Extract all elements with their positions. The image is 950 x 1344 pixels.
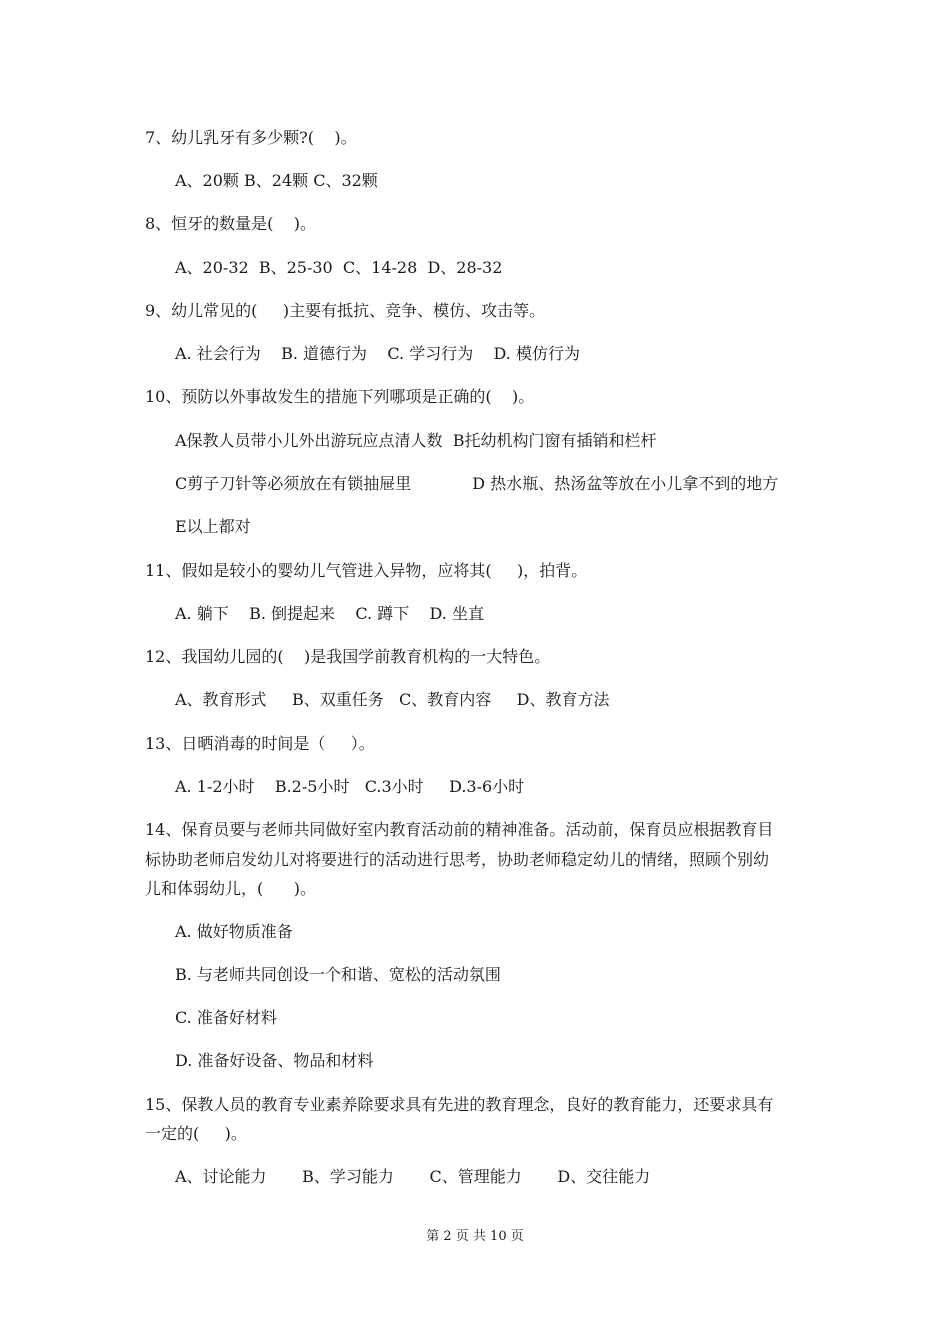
question-7-options: A、20颗 B、24颗 C、32颗 — [175, 171, 378, 190]
question-15-line-2: 一定的( )。 — [145, 1124, 247, 1143]
question-8: 8、恒牙的数量是( )。 — [145, 214, 317, 233]
question-14-option-b: B. 与老师共同创设一个和谐、宽松的活动氛围 — [175, 965, 501, 984]
question-14-line-2: 标协助老师启发幼儿对将要进行的活动进行思考，协助老师稳定幼儿的情绪，照顾个别幼 — [145, 850, 770, 869]
question-14-option-c: C. 准备好材料 — [175, 1008, 277, 1027]
question-11: 11、假如是较小的婴幼儿气管进入异物，应将其( )，拍背。 — [145, 561, 588, 580]
question-9-options: A. 社会行为 B. 道德行为 C. 学习行为 D. 模仿行为 — [175, 344, 580, 363]
question-14-line-1: 14、保育员要与老师共同做好室内教育活动前的精神准备。活动前，保育员应根据教育目 — [145, 820, 774, 839]
question-7: 7、幼儿乳牙有多少颗?( )。 — [145, 128, 357, 147]
question-9: 9、幼儿常见的( )主要有抵抗、竞争、模仿、攻击等。 — [145, 301, 546, 320]
question-15-line-1: 15、保教人员的教育专业素养除要求具有先进的教育理念，良好的教育能力，还要求具有 — [145, 1095, 774, 1114]
question-14-option-d: D. 准备好设备、物品和材料 — [175, 1051, 374, 1070]
page-footer: 第 2 页 共 10 页 — [426, 1229, 524, 1244]
question-10: 10、预防以外事故发生的措施下列哪项是正确的( )。 — [145, 387, 535, 406]
question-10-option-e: E以上都对 — [175, 517, 251, 536]
question-12-options: A、教育形式 B、双重任务 C、教育内容 D、教育方法 — [175, 690, 610, 709]
question-13-options: A. 1-2小时 B.2-5小时 C.3小时 D.3-6小时 — [175, 777, 525, 796]
question-12: 12、我国幼儿园的( )是我国学前教育机构的一大特色。 — [145, 647, 551, 666]
question-11-options: A. 躺下 B. 倒提起来 C. 蹲下 D. 坐直 — [175, 604, 484, 623]
question-13: 13、日晒消毒的时间是（ ）。 — [145, 734, 375, 753]
question-10-option-ab: A保教人员带小儿外出游玩应点清人数 B托幼机构门窗有插销和栏杆 — [175, 431, 657, 450]
question-14-option-a: A. 做好物质准备 — [175, 922, 293, 941]
question-14-line-3: 儿和体弱幼儿，( )。 — [145, 879, 317, 898]
question-8-options: A、20-32 B、25-30 C、14-28 D、28-32 — [175, 258, 503, 277]
question-10-option-cd: C剪子刀针等必须放在有锁抽屉里 D 热水瓶、热汤盆等放在小儿拿不到的地方 — [175, 474, 779, 493]
question-15-options: A、讨论能力 B、学习能力 C、管理能力 D、交往能力 — [175, 1167, 651, 1186]
